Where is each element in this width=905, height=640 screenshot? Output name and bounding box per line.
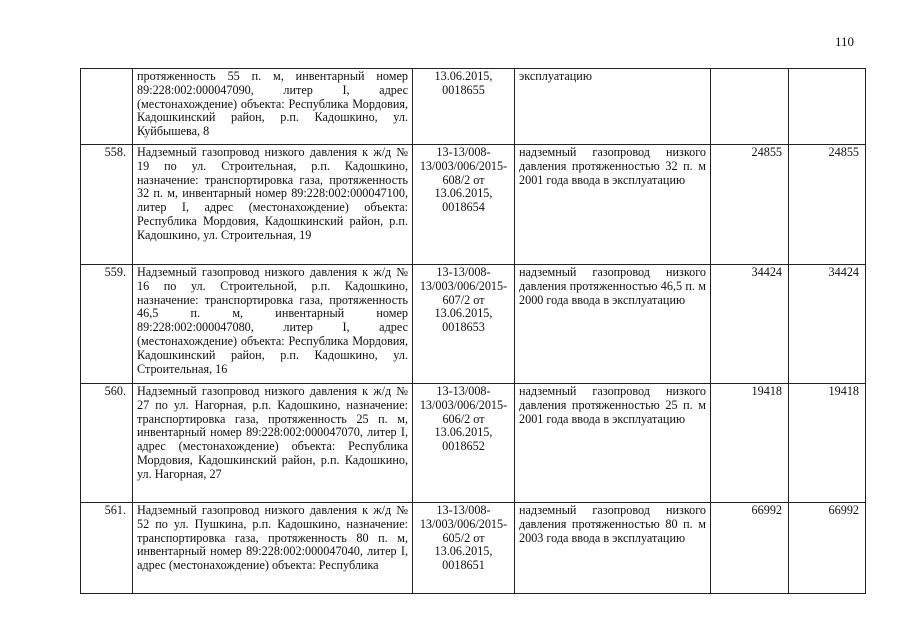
- registration-record: 13-13/008- 13/003/006/2015- 606/2 от 13.06.2015, 0018652: [413, 384, 515, 503]
- residual-value: 66992: [789, 503, 866, 594]
- book-value: 34424: [711, 265, 789, 384]
- property-registry-table: [80, 68, 866, 594]
- object-description: протяженность 55 п. м, инвентарный номер 89:228:002:000047090, литер I, адрес (местонахождение) объекта: Республика Мордовия, Кадошкинский район, р.п. Кадошкино, ул. Куйбышева, 8: [133, 69, 413, 145]
- book-value: 66992: [711, 503, 789, 594]
- table-row: [81, 69, 866, 145]
- residual-value: 34424: [789, 265, 866, 384]
- residual-value: 19418: [789, 384, 866, 503]
- object-characteristics: надземный газопровод низкого давления протяженностью 32 п. м 2001 года ввода в эксплуатацию: [515, 145, 711, 265]
- row-number: 560.: [81, 384, 133, 503]
- row-number: 558.: [81, 145, 133, 265]
- registration-record: 13-13/008- 13/003/006/2015- 608/2 от 13.06.2015, 0018654: [413, 145, 515, 265]
- object-description: Надземный газопровод низкого давления к ж/д № 27 по ул. Нагорная, р.п. Кадошкино, назначение: транспортировка газа, протяженность 25 п. м, инвентарный номер 89:228:002:000047070, литер I, адрес (местонахождение) объекта: Республика Мордовия, Кадошкинский район, р.п. Кадошкино, ул. Нагорная, 27: [133, 384, 413, 503]
- registration-record: 13-13/008- 13/003/006/2015- 607/2 от 13.06.2015, 0018653: [413, 265, 515, 384]
- object-description: Надземный газопровод низкого давления к ж/д № 16 по ул. Строительной, р.п. Кадошкино, назначение: транспортировка газа, протяженность 46,5 п. м, инвентарный номер 89:228:002:000047080, литер I, адрес (местонахождение) объекта: Республика Мордовия, Кадошкинский район, р.п. Кадошкино, ул. Строительная, 16: [133, 265, 413, 384]
- book-value: 24855: [711, 145, 789, 265]
- registration-record: 13.06.2015, 0018655: [413, 69, 515, 145]
- object-characteristics: надземный газопровод низкого давления протяженностью 80 п. м 2003 года ввода в эксплуатацию: [515, 503, 711, 594]
- object-description: Надземный газопровод низкого давления к ж/д № 19 по ул. Строительная, р.п. Кадошкино, назначение: транспортировка газа, протяженность 32 п. м, инвентарный номер 89:228:002:000047100, литер I, адрес (местонахождение) объекта: Республика Мордовия, Кадошкинский район, р.п. Кадошкино, ул. Строительная, 19: [133, 145, 413, 265]
- row-number: [81, 69, 133, 145]
- residual-value: [789, 69, 866, 145]
- book-value: 19418: [711, 384, 789, 503]
- table-row: [81, 503, 866, 594]
- table-row: [81, 145, 866, 265]
- object-characteristics: эксплуатацию: [515, 69, 711, 145]
- table-row: [81, 384, 866, 503]
- registration-record: 13-13/008- 13/003/006/2015- 605/2 от 13.06.2015, 0018651: [413, 503, 515, 594]
- residual-value: 24855: [789, 145, 866, 265]
- object-description: Надземный газопровод низкого давления к ж/д № 52 по ул. Пушкина, р.п. Кадошкино, назначение: транспортировка газа, протяженность 80 п. м, инвентарный номер 89:228:002:000047040, литер I, адрес (местонахождение) объекта: Республика: [133, 503, 413, 594]
- object-characteristics: надземный газопровод низкого давления протяженностью 46,5 п. м 2000 года ввода в эксплуатацию: [515, 265, 711, 384]
- page-number: 110: [835, 34, 855, 49]
- object-characteristics: надземный газопровод низкого давления протяженностью 25 п. м 2001 года ввода в эксплуатацию: [515, 384, 711, 503]
- book-value: [711, 69, 789, 145]
- table-row: [81, 265, 866, 384]
- row-number: 561.: [81, 503, 133, 594]
- row-number: 559.: [81, 265, 133, 384]
